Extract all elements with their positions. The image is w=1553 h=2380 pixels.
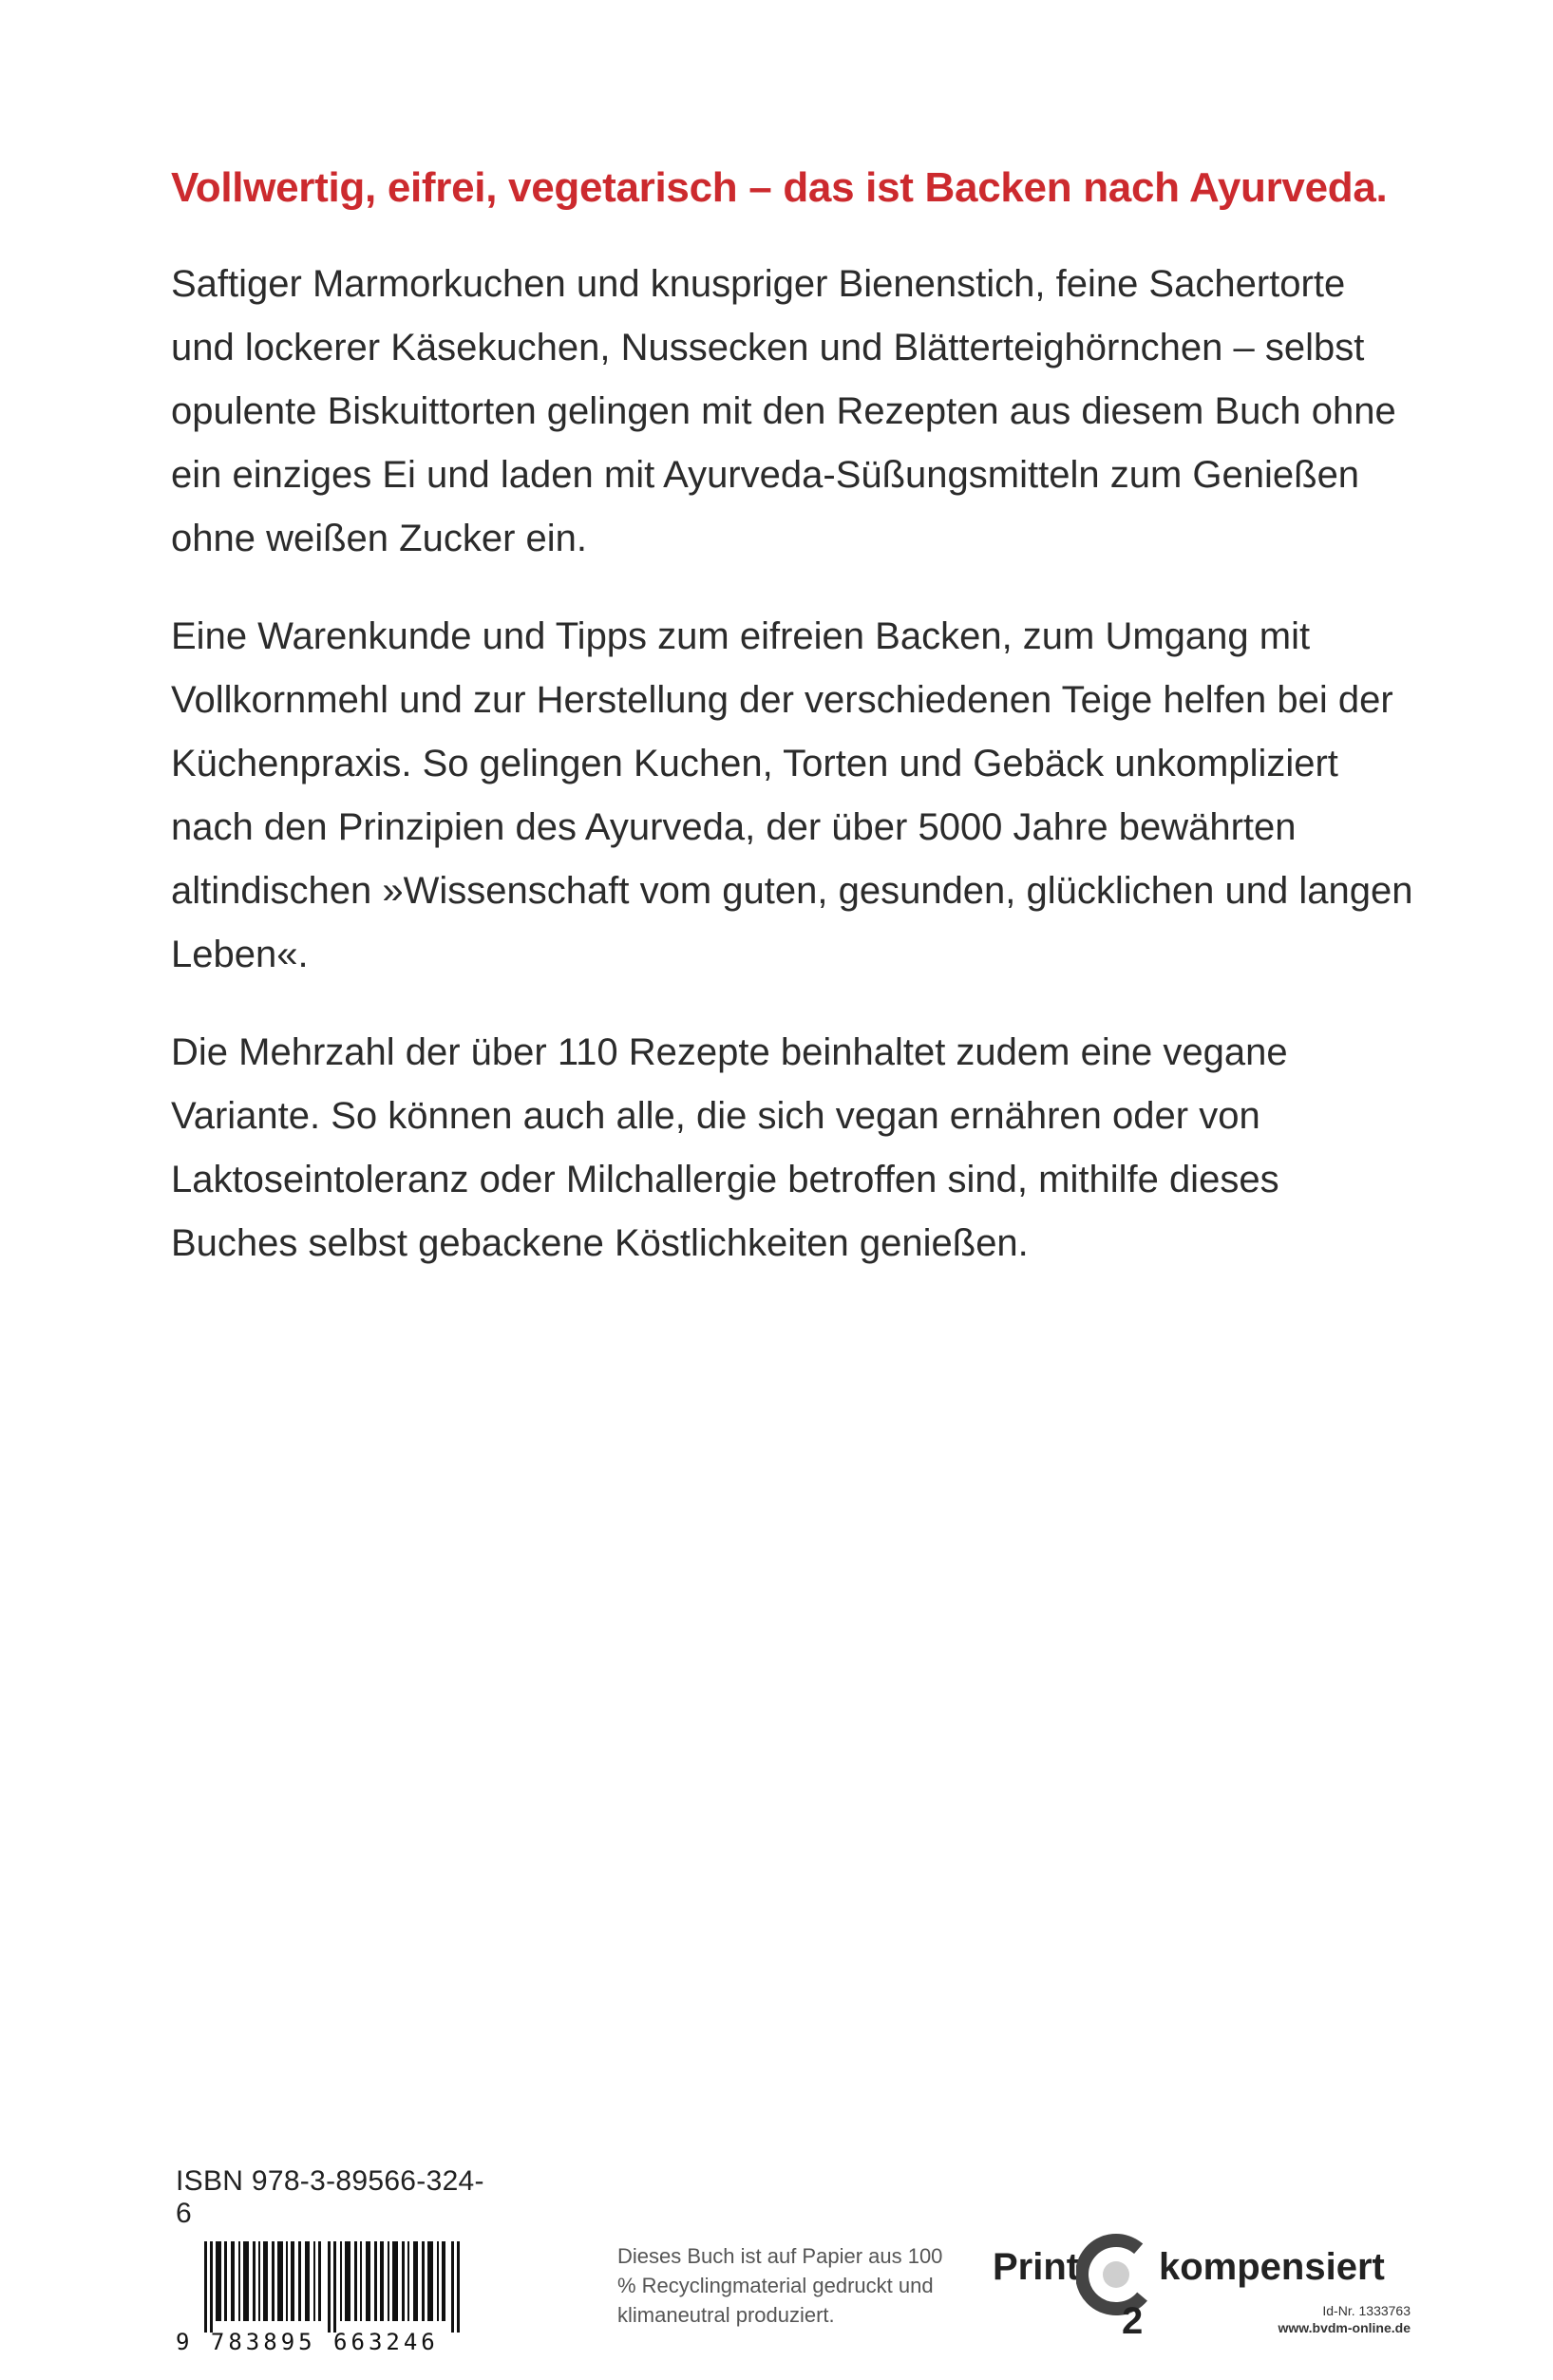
back-cover-text [171, 161, 1415, 1310]
isbn-barcode-block [176, 2165, 489, 2353]
barcode-bars [176, 2241, 489, 2333]
co2-circle-icon [1076, 2227, 1162, 2341]
isbn-label: ISBN 978-3-89566-324-6 [176, 2165, 484, 2229]
ean-digits: 9 783895 663246 [176, 2329, 439, 2355]
co2-subscript: 2 [1122, 2300, 1144, 2341]
paragraph-vegan: Die Mehrzahl der über 110 Rezepte beinhaltet zudem eine vegane Variante. So können auch alle, die sich vegan ernähren oder von Laktoseintoleranz oder Milchallergie betroffen sind, mithilfe dieses Buches selbst gebackene Köstlichkeiten genießen. [171, 1031, 1288, 1264]
logo-id-number: Id-Nr. 1333763 [1322, 2303, 1411, 2318]
paragraph-warenkunde: Eine Warenkunde und Tipps zum eifreien Backen, zum Umgang mit Vollkornmehl und zur Herstellung der verschiedenen Teige helfen bei der Küchenpraxis. So gelingen Kuchen, Torten und Gebäck unkompliziert nach den Prinzipien des Ayurveda, der über 5000 Jahre bewährten altindischen »Wissenschaft vom guten, gesunden, glücklichen und langen Leben«. [171, 615, 1413, 975]
logo-word-print: Print [993, 2246, 1080, 2288]
headline: Vollwertig, eifrei, vegetarisch – das ist Backen nach Ayurveda. [171, 164, 1388, 211]
paragraph-intro: Saftiger Marmorkuchen und knuspriger Bienenstich, feine Sachertorte und lockerer Käsekuchen, Nussecken und Blätterteighörnchen – selbst opulente Biskuittorten gelingen mit den Rezepten aus diesem Buch ohne ein einziges Ei und laden mit Ayurveda-Süßungsmitteln zum Genießen ohne weißen Zucker ein. [171, 263, 1396, 559]
logo-url: www.bvdm-online.de [1278, 2320, 1411, 2335]
logo-word-kompensiert: kompensiert [1159, 2246, 1385, 2288]
barcode [176, 2241, 489, 2353]
print-co2-kompensiert-logo [993, 2227, 1411, 2370]
recycling-note: Dieses Buch ist auf Papier aus 100 % Recyclingmaterial gedruckt und klimaneutral produziert. [617, 2244, 943, 2327]
